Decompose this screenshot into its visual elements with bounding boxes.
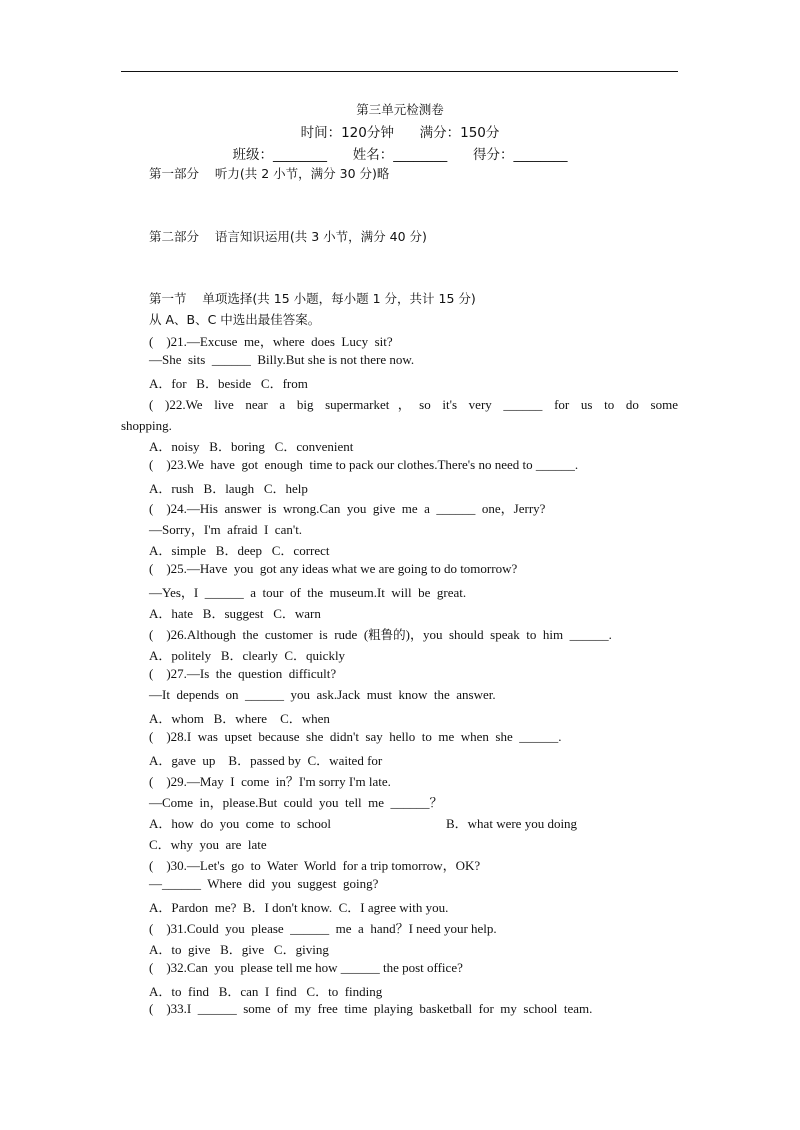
q23-stem: ( )23.We have got enough time to pack our clothes.There's no need to ______.: [149, 457, 579, 472]
q28-options: A．gave up B．passed by C．waited for: [149, 753, 383, 768]
q31-options: A．to give B．give C．giving: [149, 942, 329, 957]
q26-stem: [149, 624, 612, 643]
q26-stem-a: ( )26.Although the customer is rude (: [149, 627, 369, 642]
part2-heading: 第二部分 语言知识运用(共 3 小节，满分 40 分): [149, 229, 427, 244]
q30-reply: —______ Where did you suggest going?: [149, 876, 379, 891]
q26-stem-b: )，you should speak to him ______.: [405, 627, 612, 642]
q21-options: A．for B．beside C．from: [149, 376, 308, 391]
q30-options: A．Pardon me? B．I don't know. C．I agree with you.: [149, 900, 449, 915]
q26-stem-gloss: 粗鲁的: [368, 627, 406, 642]
q29-reply: —Come in，please.But could you tell me ______？: [149, 795, 443, 810]
q29-option-b: B．what were you doing: [446, 816, 578, 831]
q28-stem: ( )28.I was upset because she didn't say hello to me when she ______.: [149, 729, 562, 744]
q24-options: A．simple B．deep C．correct: [149, 543, 330, 558]
section1-instruction: 从 A、B、C 中选出最佳答案。: [149, 312, 321, 327]
q26-options: A．politely B．clearly C．quickly: [149, 648, 346, 663]
q23-options: A．rush B．laugh C．help: [149, 481, 308, 496]
q24-stem: ( )24.—His answer is wrong.Can you give me a ______ one，Jerry?: [149, 501, 546, 516]
q27-stem: ( )27.—Is the question difficult?: [149, 666, 337, 681]
student-info-line: 班级：________ 姓名：________ 得分：________: [232, 147, 568, 163]
time-score-line: 时间：120分钟 满分：150分: [300, 125, 500, 141]
q22-stem-line2: shopping.: [121, 418, 172, 433]
q25-stem: ( )25.—Have you got any ideas what we are going to do tomorrow?: [149, 561, 518, 576]
q25-options: A．hate B．suggest C．warn: [149, 606, 321, 621]
top-rule: [121, 71, 678, 72]
q22-stem: [121, 394, 678, 436]
section1-heading: 第一节 单项选择(共 15 小题，每小题 1 分，共计 15 分): [149, 291, 476, 306]
q29-option-a: A．how do you come to school: [149, 816, 331, 831]
q32-options: A．to find B．can I find C．to finding: [149, 984, 383, 999]
q31-stem: ( )31.Could you please ______ me a hand？I need your help.: [149, 921, 497, 936]
q22-options: A．noisy B．boring C．convenient: [149, 439, 354, 454]
q29-option-c: C．why you are late: [149, 837, 267, 852]
q25-reply: —Yes，I ______ a tour of the museum.It will be great.: [149, 585, 467, 600]
q24-reply: —Sorry，I'm afraid I can't.: [149, 522, 303, 537]
q30-stem: ( )30.—Let's go to Water World for a trip tomorrow，OK?: [149, 858, 481, 873]
q29-stem: ( )29.—May I come in？I'm sorry I'm late.: [149, 774, 391, 789]
part1-heading: 第一部分 听力(共 2 小节，满分 30 分)略: [149, 166, 390, 181]
q27-options: A．whom B．where C．when: [149, 711, 330, 726]
q21-stem: ( )21.—Excuse me，where does Lucy sit?: [149, 334, 393, 349]
q32-stem: ( )32.Can you please tell me how ______ the post office?: [149, 960, 463, 975]
page-title: 第三单元检测卷: [356, 102, 444, 117]
q27-reply: —It depends on ______ you ask.Jack must know the answer.: [149, 687, 496, 702]
q22-stem-line1: ( )22.We live near a big supermarket，so it's very ______ for us to do some: [149, 397, 678, 412]
q33-stem: ( )33.I ______ some of my free time playing basketball for my school team.: [149, 1001, 593, 1016]
q21-reply: —She sits ______ Billy.But she is not there now.: [149, 352, 415, 367]
